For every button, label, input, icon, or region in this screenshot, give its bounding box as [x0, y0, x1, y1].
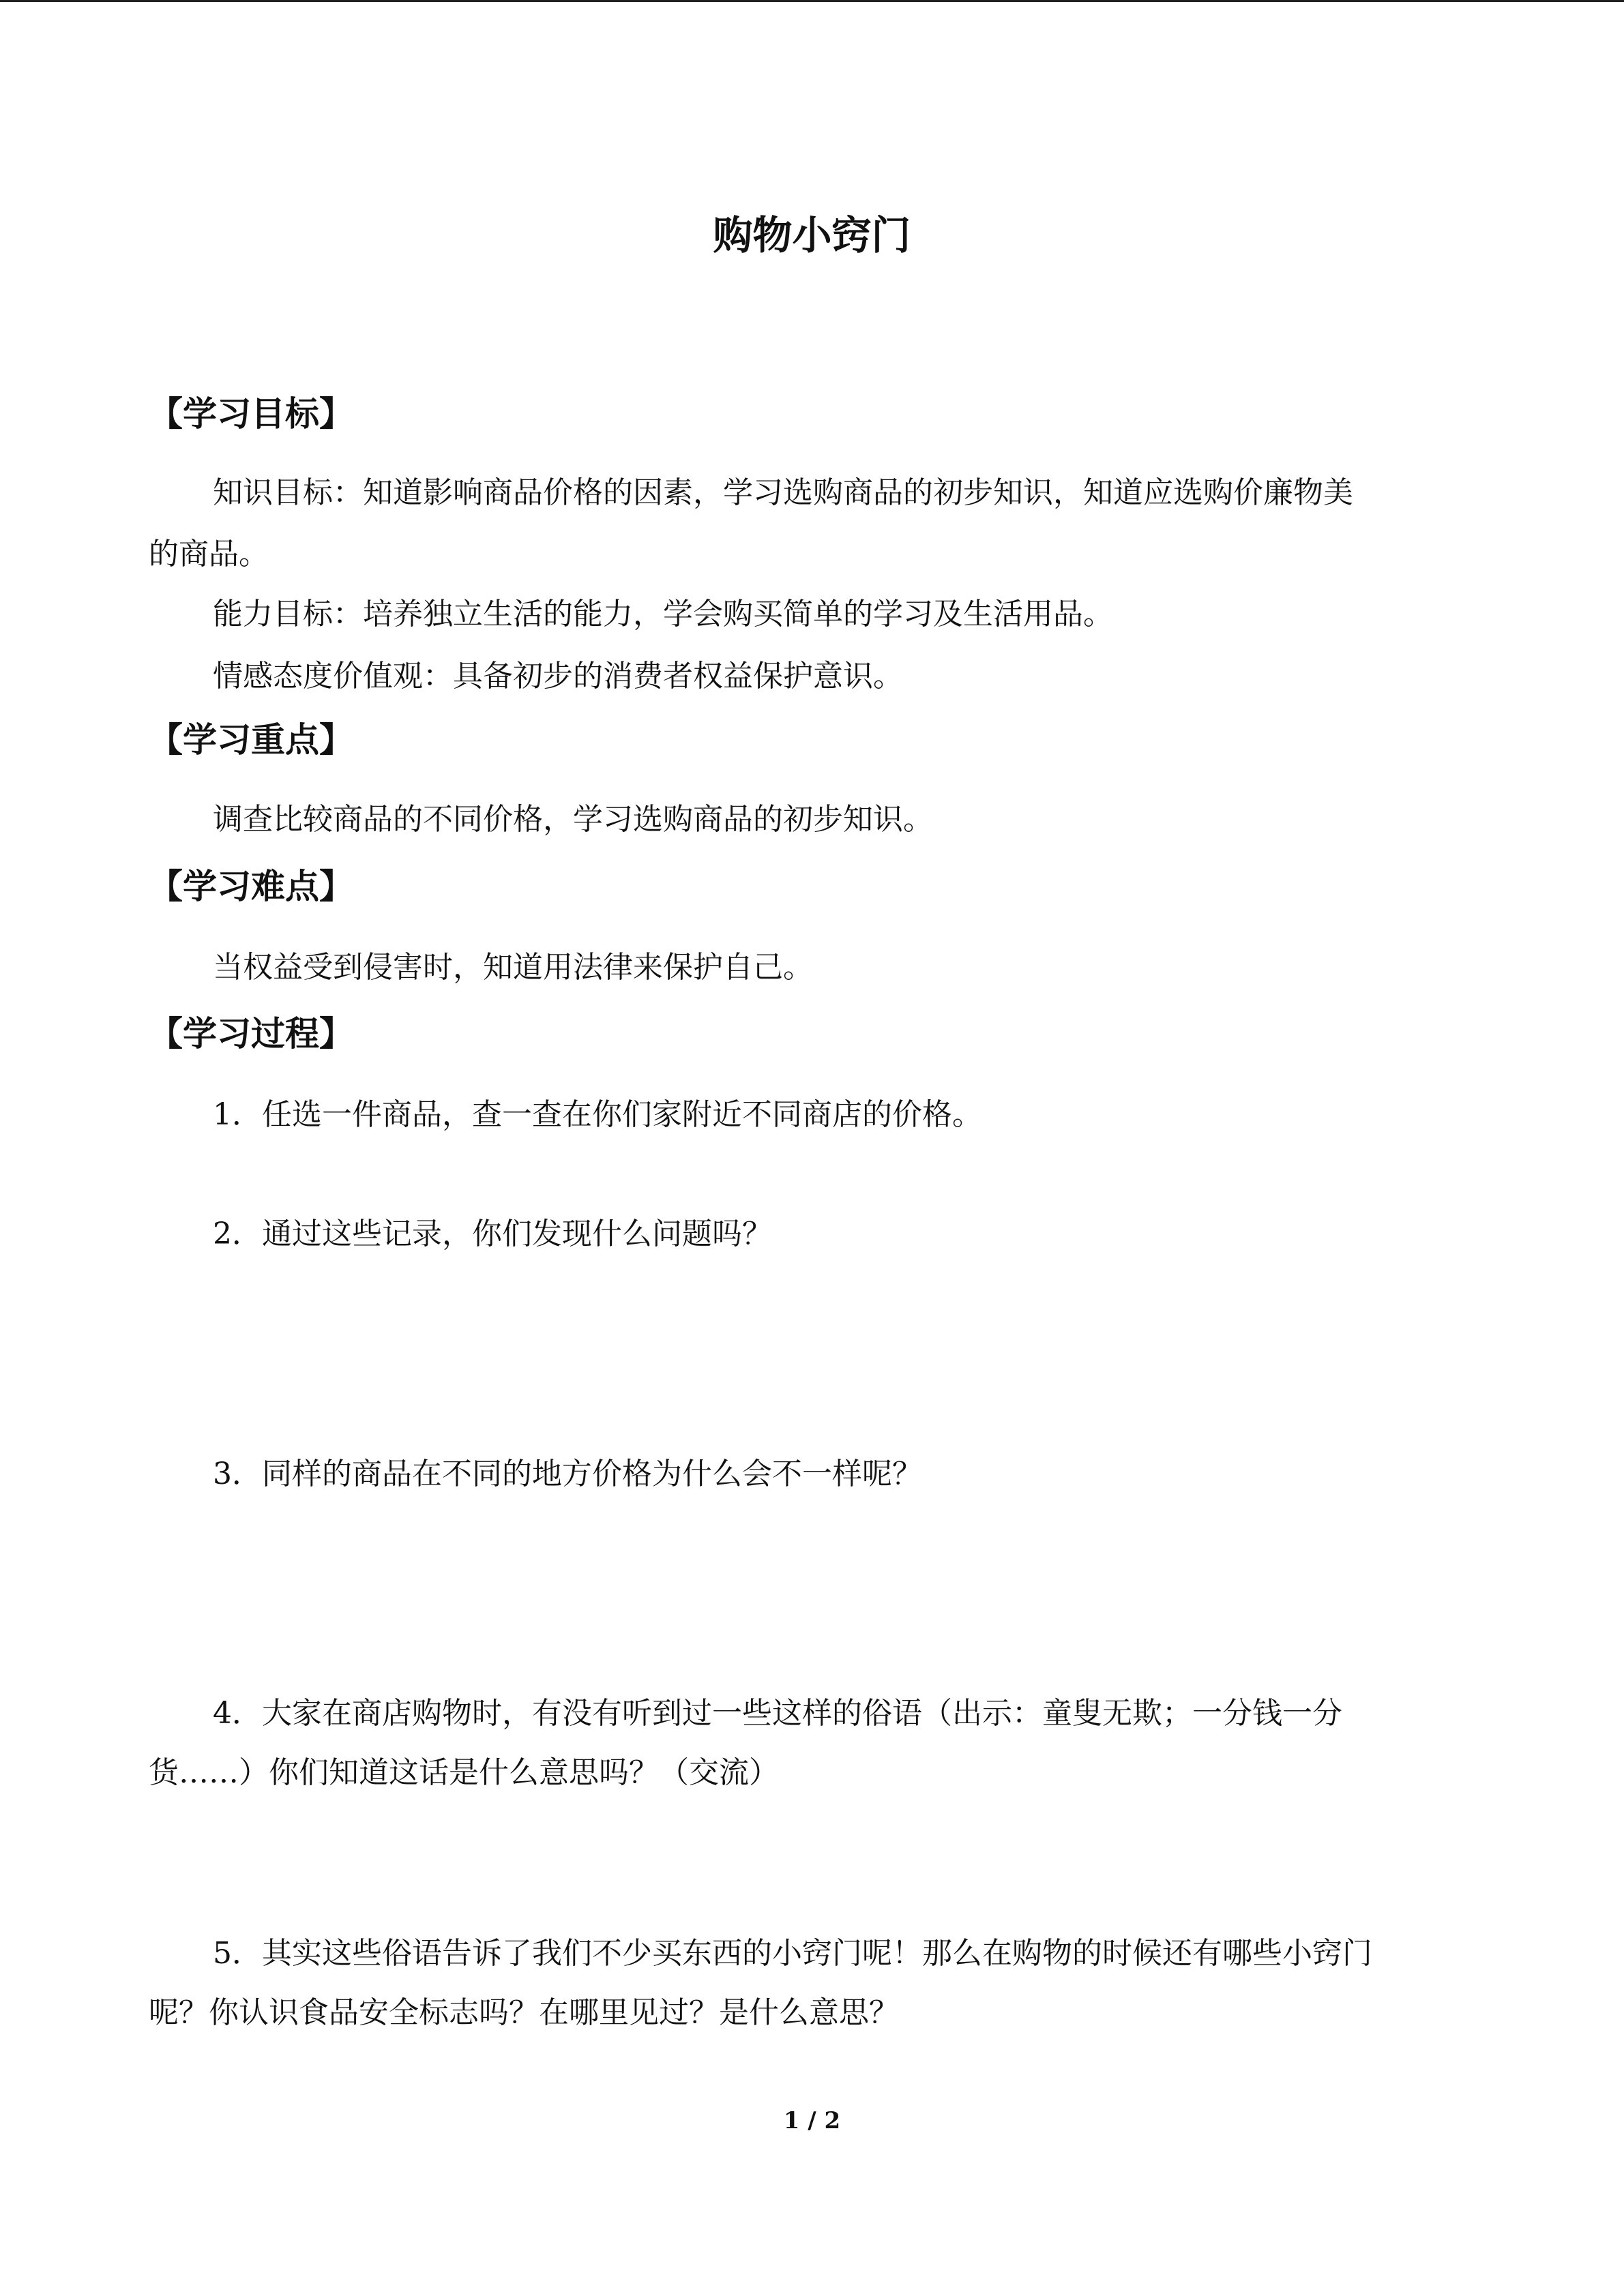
- knowledge-objective-line-1: 知识目标：知道影响商品价格的因素，学习选购商品的初步知识，知道应选购价廉物美: [213, 475, 1353, 510]
- process-item-5-line-1: 5．其实这些俗语告诉了我们不少买东西的小窍门呢！那么在购物的时候还有哪些小窍门: [213, 1936, 1372, 1971]
- knowledge-objective-line-2: 的商品。: [149, 537, 269, 571]
- process-item-4-line-1: 4．大家在商店购物时，有没有听到过一些这样的俗语（出示：童叟无欺；一分钱一分: [213, 1696, 1342, 1731]
- ability-objective: 能力目标：培养独立生活的能力，学会购买简单的学习及生活用品。: [213, 597, 1113, 631]
- key-points-text: 调查比较商品的不同价格，学习选购商品的初步知识。: [213, 802, 933, 837]
- process-item-2: 2．通过这些记录，你们发现什么问题吗？: [213, 1217, 772, 1251]
- top-border-rule: [0, 0, 1624, 2]
- document-title: 购物小窍门: [713, 212, 911, 258]
- page-number: 1 / 2: [783, 2107, 841, 2134]
- heading-learning-objectives: 【学习目标】: [149, 393, 353, 434]
- difficulties-text: 当权益受到侵害时，知道用法律来保护自己。: [213, 950, 813, 985]
- process-item-5-line-2: 呢？你认识食品安全标志吗？在哪里见过？是什么意思？: [149, 1995, 899, 2030]
- process-item-4-line-2: 货……）你们知道这话是什么意思吗？（交流）: [149, 1755, 779, 1790]
- process-item-3: 3．同样的商品在不同的地方价格为什么会不一样呢？: [213, 1457, 922, 1491]
- heading-difficulties: 【学习难点】: [149, 866, 353, 906]
- process-item-1: 1．任选一件商品，查一查在你们家附近不同商店的价格。: [213, 1097, 982, 1132]
- emotion-objective: 情感态度价值观：具备初步的消费者权益保护意识。: [213, 659, 903, 694]
- heading-learning-process: 【学习过程】: [149, 1013, 353, 1054]
- heading-key-points: 【学习重点】: [149, 719, 353, 760]
